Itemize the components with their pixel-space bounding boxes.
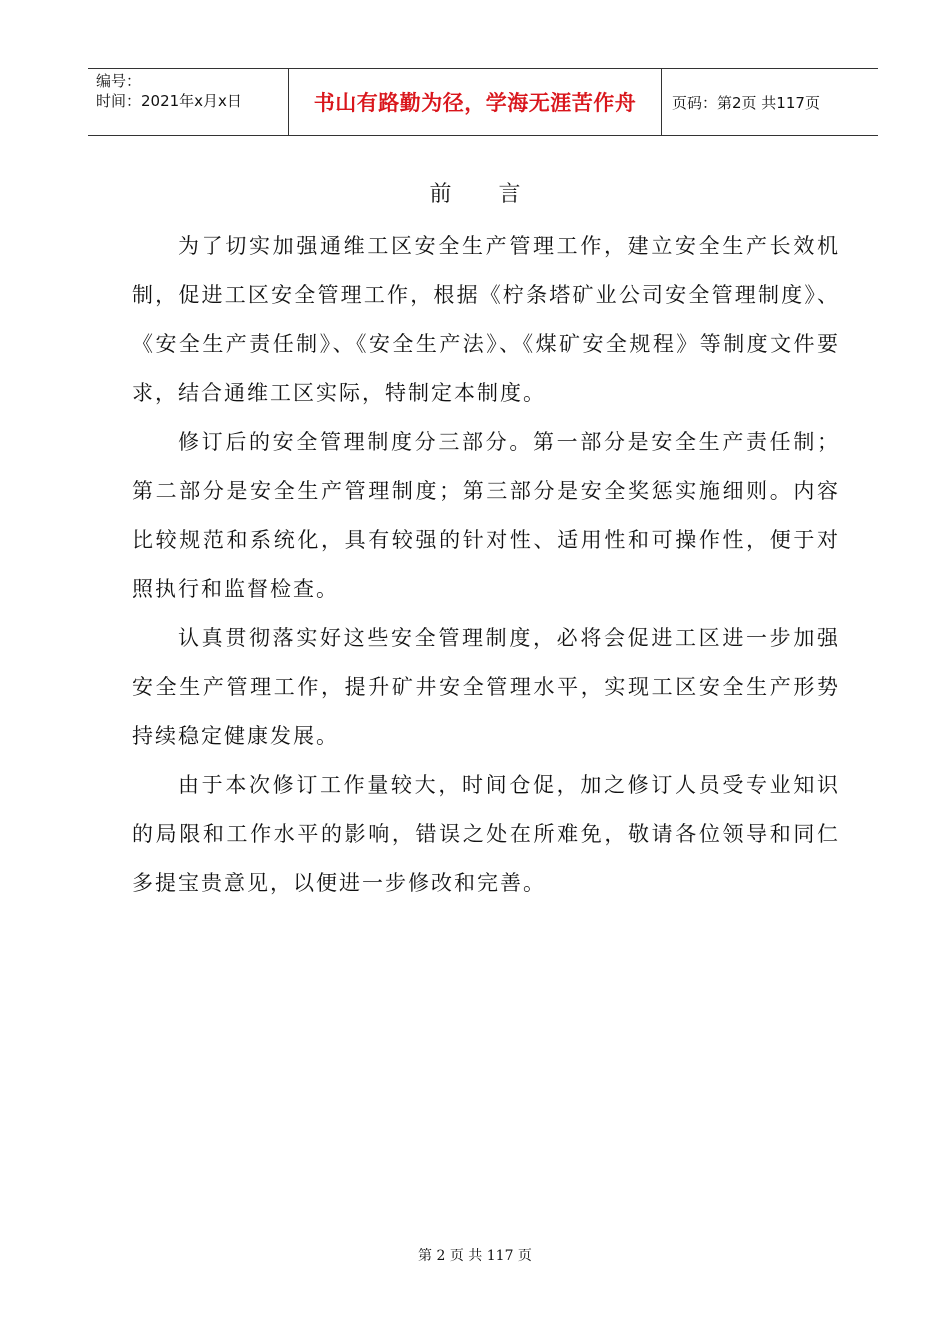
paragraph: 由于本次修订工作量较大，时间仓促，加之修订人员受专业知识的局限和工作水平的影响，错误之处在所难免，敬请各位领导和同仁多提宝贵意见，以便进一步修改和完善。 <box>132 773 840 895</box>
header-meta <box>88 69 288 135</box>
document-title: 前 言 <box>429 182 541 207</box>
paragraph: 修订后的安全管理制度分三部分。第一部分是安全生产责任制；第二部分是安全生产管理制度；第三部分是安全奖惩实施细则。内容比较规范和系统化，具有较强的针对性、适用性和可操作性，便于对照执行和监督检查。 <box>132 430 840 601</box>
paragraph: 认真贯彻落实好这些安全管理制度，必将会促进工区进一步加强安全生产管理工作，提升矿井安全管理水平，实现工区安全生产形势持续稳定健康发展。 <box>132 626 840 748</box>
document-body <box>132 222 840 908</box>
header-motto-cell <box>288 69 662 135</box>
page-footer: 第 2 页 共 117 页 <box>418 1248 532 1264</box>
page-header <box>88 68 878 136</box>
header-motto: 书山有路勤为径，学海无涯苦作舟 <box>313 91 637 115</box>
document-date: 时间：2021年x月x日 <box>96 92 242 110</box>
header-page-info: 页码：第2页 共117页 <box>672 93 820 112</box>
paragraph: 为了切实加强通维工区安全生产管理工作，建立安全生产长效机制，促进工区安全管理工作，根据《柠条塔矿业公司安全管理制度》、《安全生产责任制》、《安全生产法》、《煤矿安全规程》等制度文件要求，结合通维工区实际，特制定本制度。 <box>132 234 840 405</box>
document-number-label: 编号： <box>96 72 142 90</box>
